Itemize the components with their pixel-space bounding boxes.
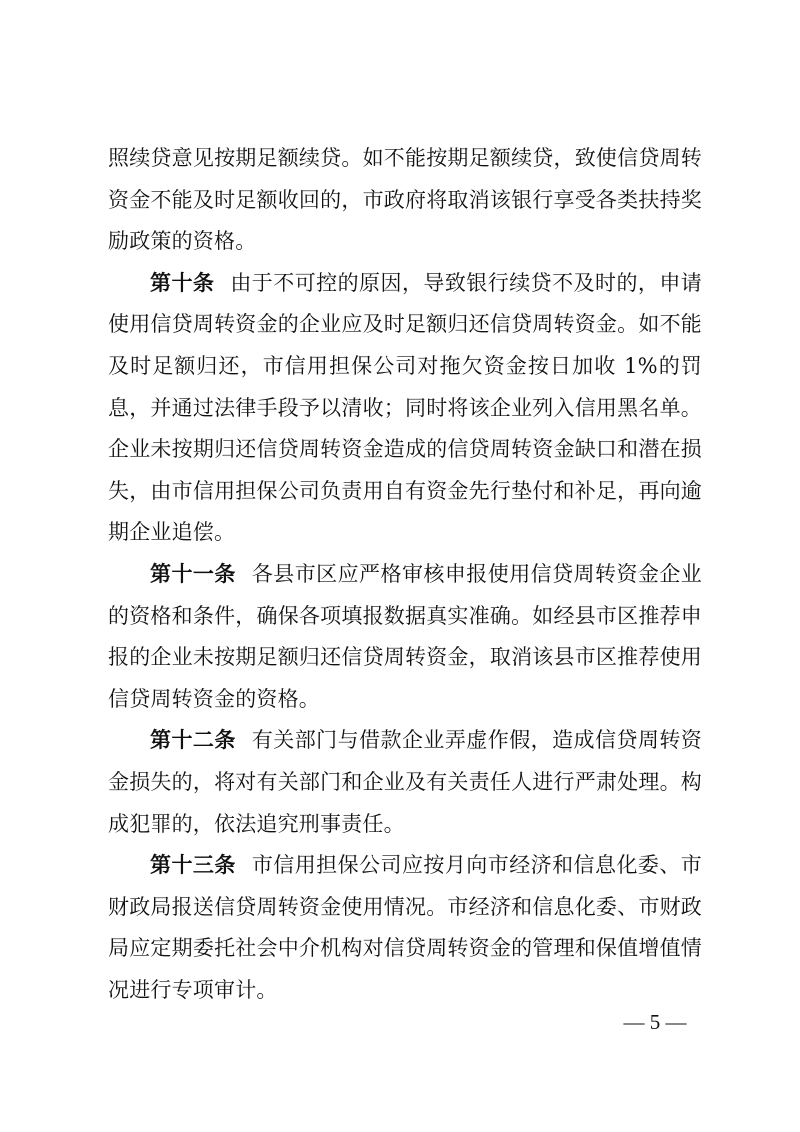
article-number: 第十二条 [150,728,236,753]
article-text: 由于不可控的原因，导致银行续贷不及时的，申请使用信贷周转资金的企业应及时足额归还信贷周转资金。如不能及时足额归还，市信用担保公司对拖欠资金按日加收 1%的罚息，并通过法律手段予以清收；同时将该企业列入信用黑名单。企业未按期归还信贷周转资金造成的信贷周转资金缺口和潜在损失，由市信用担保公司负责用自有资金先行垫付和补足，再向逾期企业追偿。 [108,270,702,545]
article-text: 有关部门与借款企业弄虚作假，造成信贷周转资金损失的，将对有关部门和企业及有关责任人进行严肃处理。构成犯罪的，依法追究刑事责任。 [108,728,702,836]
continuation-paragraph: 照续贷意见按期足额续贷。如不能按期足额续贷，致使信贷周转资金不能及时足额收回的，市政府将取消该银行享受各类扶持奖励政策的资格。 [108,146,702,254]
article-number: 第十三条 [150,853,236,878]
article-number: 第十条 [150,270,215,295]
article-11 [108,554,702,720]
article-number: 第十一条 [150,561,236,586]
article-10 [108,263,702,554]
article-text: 各县市区应严格审核申报使用信贷周转资金企业的资格和条件，确保各项填报数据真实准确。如经县市区推荐申报的企业未按期足额归还信贷周转资金，取消该县市区推荐使用信贷周转资金的资格。 [108,561,702,711]
article-13 [108,845,702,1011]
article-text: 市信用担保公司应按月向市经济和信息化委、市财政局报送信贷周转资金使用情况。市经济和信息化委、市财政局应定期委托社会中介机构对信贷周转资金的管理和保值增值情况进行专项审计。 [108,853,702,1002]
page-number: — 5 — [623,1010,687,1034]
body-text [108,138,702,1011]
article-12 [108,720,702,845]
